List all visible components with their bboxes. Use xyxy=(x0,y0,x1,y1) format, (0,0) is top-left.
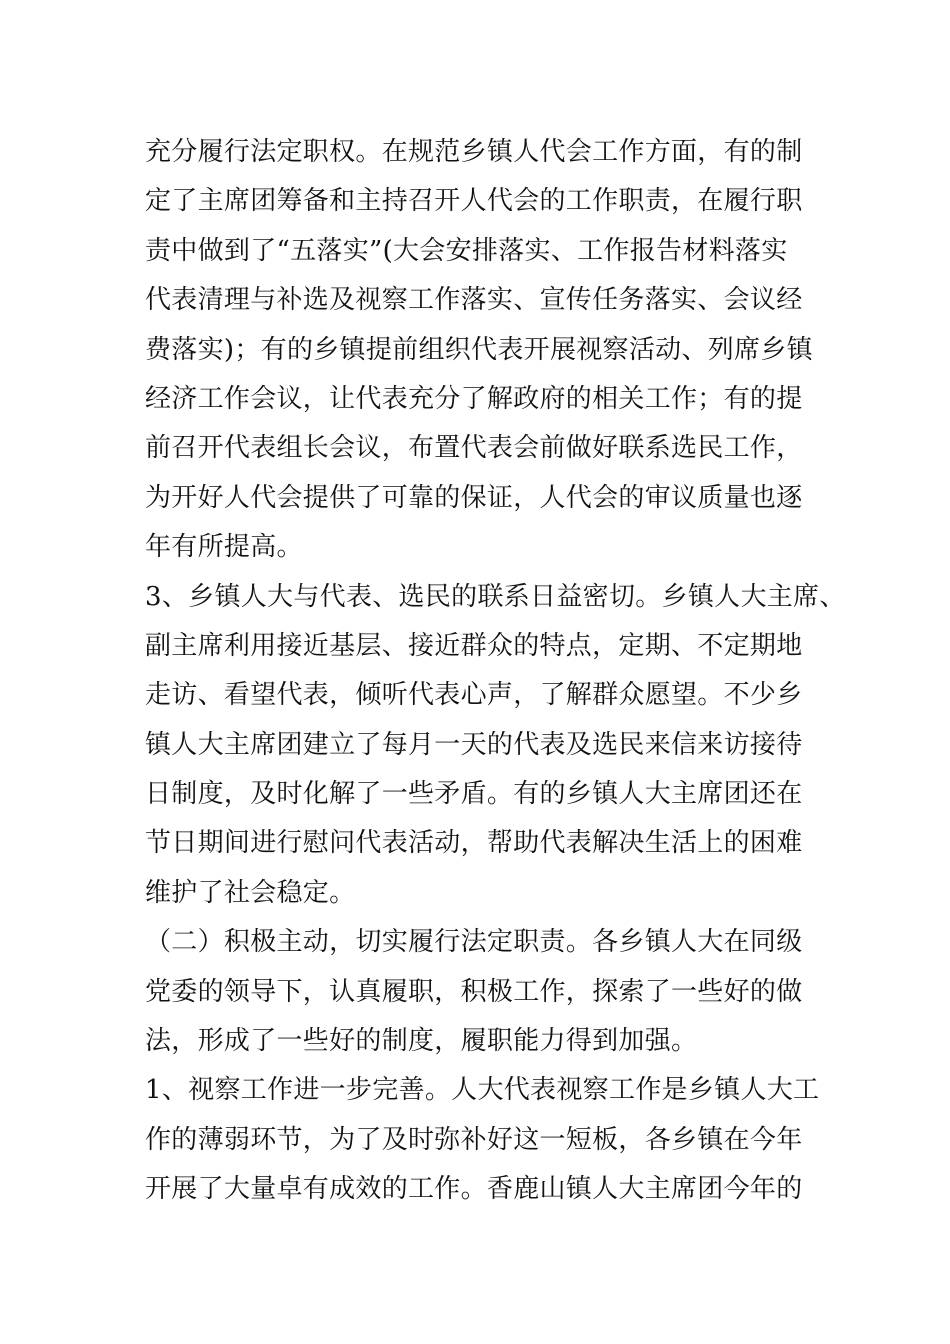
text-line: 充分履行法定职权。在规范乡镇人代会工作方面，有的制 xyxy=(145,137,803,167)
text-line: 作的薄弱环节，为了及时弥补好这一短板，各乡镇在今年 xyxy=(145,1124,803,1155)
text-line: 副主席利用接近基层、接近群众的特点，定期、不定期地 xyxy=(145,630,803,661)
text-line: 经济工作会议，让代表充分了解政府的相关工作；有的提 xyxy=(145,383,803,414)
body-text xyxy=(145,128,846,1215)
text-line: 费落实)；有的乡镇提前组织代表开展视察活动、列席乡镇 xyxy=(145,334,813,365)
text-line: 责中做到了“五落实”(大会安排落实、工作报告材料落实 xyxy=(145,235,788,266)
text-line: 代表清理与补选及视察工作落实、宣传任务落实、会议经 xyxy=(145,285,803,316)
text-line: 党委的领导下，认真履职，积极工作，探索了一些好的做 xyxy=(145,976,803,1007)
text-line: 维护了社会稳定。 xyxy=(145,877,356,908)
text-line: 为开好人代会提供了可靠的保证，人代会的审议质量也逐 xyxy=(145,482,803,513)
text-line: 1、视察工作进一步完善。人大代表视察工作是乡镇人大工 xyxy=(145,1075,820,1106)
text-line: 定了主席团筹备和主持召开人代会的工作职责，在履行职 xyxy=(145,186,803,217)
text-line: 走访、看望代表，倾听代表心声，了解群众愿望。不少乡 xyxy=(145,680,803,711)
text-line: 3、乡镇人大与代表、选民的联系日益密切。乡镇人大主席、 xyxy=(145,581,846,612)
text-line: 年有所提高。 xyxy=(145,532,303,563)
text-line: 前召开代表组长会议，布置代表会前做好联系选民工作， xyxy=(145,433,803,464)
text-line: 法，形成了一些好的制度，履职能力得到加强。 xyxy=(145,1026,698,1057)
text-line: （二）积极主动，切实履行法定职责。各乡镇人大在同级 xyxy=(145,927,803,958)
text-line: 镇人大主席团建立了每月一天的代表及选民来信来访接待 xyxy=(145,729,803,760)
text-line: 节日期间进行慰问代表活动，帮助代表解决生活上的困难 xyxy=(145,828,803,859)
text-line: 日制度，及时化解了一些矛盾。有的乡镇人大主席团还在 xyxy=(145,779,803,810)
text-line: 开展了大量卓有成效的工作。香鹿山镇人大主席团今年的 xyxy=(145,1174,803,1205)
